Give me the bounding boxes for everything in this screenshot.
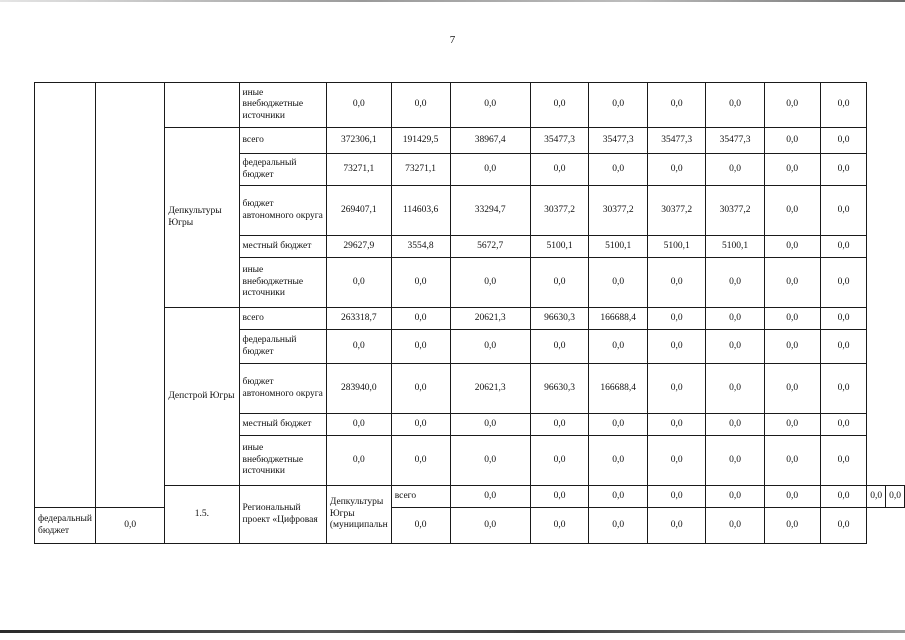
value-cell: 0,0	[589, 330, 648, 364]
value-cell: 0,0	[450, 414, 530, 436]
value-cell: 0,0	[820, 308, 866, 330]
value-cell: 372306,1	[326, 128, 391, 154]
value-cell: 0,0	[530, 330, 588, 364]
value-cell: 0,0	[764, 330, 820, 364]
budget-table	[34, 82, 905, 544]
value-cell: 35477,3	[706, 128, 764, 154]
value-cell: 0,0	[326, 83, 391, 128]
value-cell: 96630,3	[530, 364, 588, 414]
value-cell: 0,0	[648, 436, 706, 486]
value-cell: 0,0	[820, 330, 866, 364]
source-label: всего	[239, 308, 326, 330]
value-cell: 0,0	[391, 330, 450, 364]
value-cell: 0,0	[764, 186, 820, 236]
value-cell: 0,0	[820, 414, 866, 436]
value-cell: 73271,1	[326, 154, 391, 186]
value-cell: 0,0	[820, 486, 866, 508]
source-label: федеральный бюджет	[239, 154, 326, 186]
source-label: всего	[391, 486, 450, 508]
source-label: бюджет автономного округа	[239, 186, 326, 236]
value-cell: 0,0	[648, 308, 706, 330]
value-cell: 20621,3	[450, 364, 530, 414]
source-label: иные внебюджетные источники	[239, 436, 326, 486]
source-label: всего	[239, 128, 326, 154]
table-row	[35, 83, 905, 128]
value-cell: 0,0	[530, 83, 588, 128]
table-row	[35, 128, 905, 154]
value-cell: 0,0	[764, 508, 820, 544]
value-cell: 0,0	[648, 486, 706, 508]
scan-edge-top	[0, 0, 905, 2]
value-cell: 0,0	[648, 83, 706, 128]
value-cell: 0,0	[326, 414, 391, 436]
source-label: иные внебюджетные источники	[239, 83, 326, 128]
value-cell: 0,0	[589, 436, 648, 486]
value-cell: 0,0	[450, 154, 530, 186]
value-cell: 0,0	[820, 258, 866, 308]
value-cell: 35477,3	[589, 128, 648, 154]
value-cell: 0,0	[530, 258, 588, 308]
value-cell: 0,0	[648, 258, 706, 308]
value-cell: 0,0	[589, 486, 648, 508]
value-cell: 0,0	[391, 83, 450, 128]
value-cell: 0,0	[820, 186, 866, 236]
value-cell: 38967,4	[450, 128, 530, 154]
responsible-cell	[165, 83, 239, 128]
value-cell: 0,0	[648, 364, 706, 414]
value-cell: 0,0	[764, 436, 820, 486]
value-cell: 5100,1	[648, 236, 706, 258]
value-cell: 0,0	[326, 330, 391, 364]
responsible-cell: Депкультуры Югры	[165, 128, 239, 308]
value-cell: 0,0	[764, 154, 820, 186]
scan-edge-bottom	[0, 630, 905, 633]
value-cell: 0,0	[589, 508, 648, 544]
value-cell: 0,0	[391, 258, 450, 308]
source-label: местный бюджет	[239, 414, 326, 436]
value-cell: 33294,7	[450, 186, 530, 236]
value-cell: 0,0	[326, 436, 391, 486]
value-cell: 0,0	[391, 308, 450, 330]
page-number: 7	[449, 34, 456, 46]
value-cell: 0,0	[450, 436, 530, 486]
source-label: бюджет автономного округа	[239, 364, 326, 414]
value-cell: 0,0	[886, 486, 905, 508]
value-cell: 0,0	[706, 508, 764, 544]
value-cell: 0,0	[820, 236, 866, 258]
value-cell: 0,0	[648, 330, 706, 364]
value-cell: 96630,3	[530, 308, 588, 330]
value-cell: 166688,4	[589, 364, 648, 414]
value-cell: 0,0	[450, 83, 530, 128]
value-cell: 269407,1	[326, 186, 391, 236]
value-cell: 0,0	[450, 258, 530, 308]
value-cell: 0,0	[820, 436, 866, 486]
value-cell: 0,0	[820, 128, 866, 154]
value-cell: 283940,0	[326, 364, 391, 414]
name-cell	[95, 83, 164, 508]
value-cell: 0,0	[648, 414, 706, 436]
value-cell: 0,0	[530, 436, 588, 486]
value-cell: 0,0	[706, 154, 764, 186]
value-cell: 0,0	[706, 486, 764, 508]
value-cell: 5672,7	[450, 236, 530, 258]
responsible-cell: Депкультуры Югры (муниципальн	[326, 486, 391, 544]
table-row	[35, 486, 905, 508]
item-number: 1.5.	[165, 486, 239, 544]
project-name: Региональный проект «Цифровая	[239, 486, 326, 544]
value-cell: 0,0	[648, 508, 706, 544]
source-label: местный бюджет	[239, 236, 326, 258]
value-cell: 0,0	[530, 486, 588, 508]
value-cell: 73271,1	[391, 154, 450, 186]
value-cell: 263318,7	[326, 308, 391, 330]
value-cell: 0,0	[764, 308, 820, 330]
value-cell: 0,0	[706, 258, 764, 308]
source-label: иные внебюджетные источники	[239, 258, 326, 308]
value-cell: 0,0	[326, 258, 391, 308]
value-cell: 0,0	[530, 508, 588, 544]
value-cell: 5100,1	[706, 236, 764, 258]
value-cell: 0,0	[530, 154, 588, 186]
value-cell: 30377,2	[589, 186, 648, 236]
value-cell: 29627,9	[326, 236, 391, 258]
value-cell: 0,0	[867, 486, 886, 508]
value-cell: 0,0	[391, 364, 450, 414]
value-cell: 35477,3	[648, 128, 706, 154]
value-cell: 0,0	[764, 414, 820, 436]
value-cell: 0,0	[706, 308, 764, 330]
value-cell: 0,0	[95, 508, 164, 544]
value-cell: 0,0	[820, 154, 866, 186]
value-cell: 0,0	[764, 486, 820, 508]
value-cell: 0,0	[648, 154, 706, 186]
value-cell: 0,0	[391, 508, 450, 544]
value-cell: 0,0	[764, 128, 820, 154]
value-cell: 0,0	[589, 414, 648, 436]
value-cell: 5100,1	[530, 236, 588, 258]
value-cell: 114603,6	[391, 186, 450, 236]
value-cell: 0,0	[706, 330, 764, 364]
value-cell: 0,0	[706, 414, 764, 436]
value-cell: 166688,4	[589, 308, 648, 330]
value-cell: 0,0	[764, 258, 820, 308]
value-cell: 0,0	[706, 436, 764, 486]
value-cell: 0,0	[450, 508, 530, 544]
value-cell: 0,0	[820, 364, 866, 414]
value-cell: 0,0	[764, 236, 820, 258]
value-cell: 0,0	[391, 414, 450, 436]
value-cell: 0,0	[530, 414, 588, 436]
value-cell: 0,0	[706, 364, 764, 414]
value-cell: 0,0	[706, 83, 764, 128]
value-cell: 0,0	[764, 364, 820, 414]
value-cell: 0,0	[589, 154, 648, 186]
value-cell: 0,0	[764, 83, 820, 128]
value-cell: 0,0	[589, 258, 648, 308]
value-cell: 3554,8	[391, 236, 450, 258]
source-label: федеральный бюджет	[239, 330, 326, 364]
value-cell: 0,0	[391, 436, 450, 486]
table-row	[35, 308, 905, 330]
value-cell: 0,0	[450, 486, 530, 508]
value-cell: 0,0	[820, 83, 866, 128]
responsible-cell: Депстрой Югры	[165, 308, 239, 486]
value-cell: 30377,2	[706, 186, 764, 236]
value-cell: 20621,3	[450, 308, 530, 330]
value-cell: 0,0	[820, 508, 866, 544]
value-cell: 191429,5	[391, 128, 450, 154]
value-cell: 0,0	[589, 83, 648, 128]
value-cell: 30377,2	[530, 186, 588, 236]
value-cell: 30377,2	[648, 186, 706, 236]
value-cell: 5100,1	[589, 236, 648, 258]
number-cell	[35, 83, 96, 508]
value-cell: 0,0	[450, 330, 530, 364]
value-cell: 35477,3	[530, 128, 588, 154]
source-label: федеральный бюджет	[35, 508, 96, 544]
